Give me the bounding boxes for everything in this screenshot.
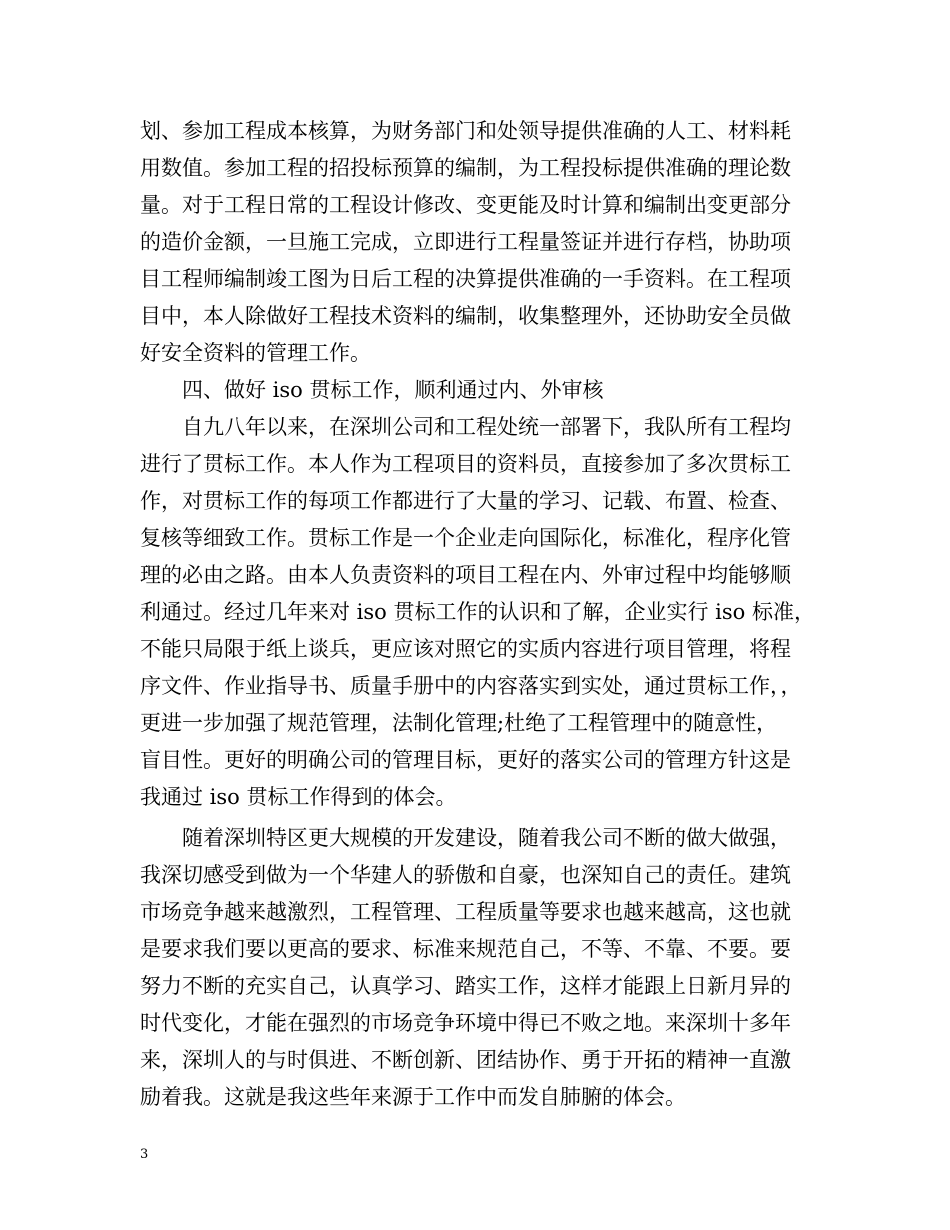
- text-line: 的造价金额，一旦施工完成，立即进行工程量签证并进行存档，协助项: [140, 230, 791, 254]
- text-line: 目中，本人除做好工程技术资料的编制，收集整理外，还协助安全员做: [140, 304, 791, 328]
- text-line: 目工程师编制竣工图为日后工程的决算提供准确的一手资料。在工程项: [140, 267, 791, 291]
- text-line: 理的必由之路。由本人负责资料的项目工程在内、外审过程中均能够顺: [140, 563, 791, 587]
- text-line: 复核等细致工作。贯标工作是一个企业走向国际化，标准化，程序化管: [140, 526, 791, 550]
- text-line: 盲目性。更好的明确公司的管理目标，更好的落实公司的管理方针这是: [140, 748, 791, 772]
- text-line: 我深切感受到做为一个华建人的骄傲和自豪，也深知自己的责任。建筑: [140, 863, 791, 887]
- text-line: 利通过。经过几年来对 iso 贯标工作的认识和了解，企业实行 iso 标准，: [140, 600, 815, 624]
- text-line: 更进一步加强了规范管理，法制化管理;杜绝了工程管理中的随意性，: [140, 711, 778, 735]
- text-line: 我通过 iso 贯标工作得到的体会。: [140, 785, 457, 809]
- text-line: 进行了贯标工作。本人作为工程项目的资料员，直接参加了多次贯标工: [140, 452, 791, 476]
- text-line: 好安全资料的管理工作。: [140, 341, 371, 365]
- text-line: 自九八年以来，在深圳公司和工程处统一部署下，我队所有工程均: [182, 415, 791, 439]
- text-line: 市场竞争越来越激烈，工程管理、工程质量等要求也越来越高，这也就: [140, 900, 791, 924]
- text-line: 量。对于工程日常的工程设计修改、变更能及时计算和编制出变更部分: [140, 193, 791, 217]
- text-line: 不能只局限于纸上谈兵，更应该对照它的实质内容进行项目管理，将程: [140, 637, 791, 661]
- text-line: 划、参加工程成本核算，为财务部门和处领导提供准确的人工、材料耗: [140, 119, 791, 143]
- text-line: 序文件、作业指导书、质量手册中的内容落实到实处，通过贯标工作，，: [140, 674, 802, 698]
- text-line: 来，深圳人的与时俱进、不断创新、团结协作、勇于开拓的精神一直激: [140, 1048, 791, 1072]
- text-line: 努力不断的充实自己，认真学习、踏实工作，这样才能跟上日新月异的: [140, 974, 791, 998]
- text-line: 励着我。这就是我这些年来源于工作中而发自肺腑的体会。: [140, 1085, 686, 1109]
- text-line: 用数值。参加工程的招投标预算的编制，为工程投标提供准确的理论数: [140, 156, 791, 180]
- section-heading: 四、做好 iso 贯标工作，顺利通过内、外审核: [182, 378, 604, 402]
- text-line: 作，对贯标工作的每项工作都进行了大量的学习、记载、布置、检查、: [140, 489, 791, 513]
- text-line: 是要求我们要以更高的要求、标准来规范自己，不等、不靠、不要。要: [140, 937, 791, 961]
- page-number: 3: [140, 1147, 149, 1162]
- text-line: 随着深圳特区更大规模的开发建设，随着我公司不断的做大做强，: [182, 826, 791, 850]
- text-line: 时代变化，才能在强烈的市场竞争环境中得已不败之地。来深圳十多年: [140, 1011, 791, 1035]
